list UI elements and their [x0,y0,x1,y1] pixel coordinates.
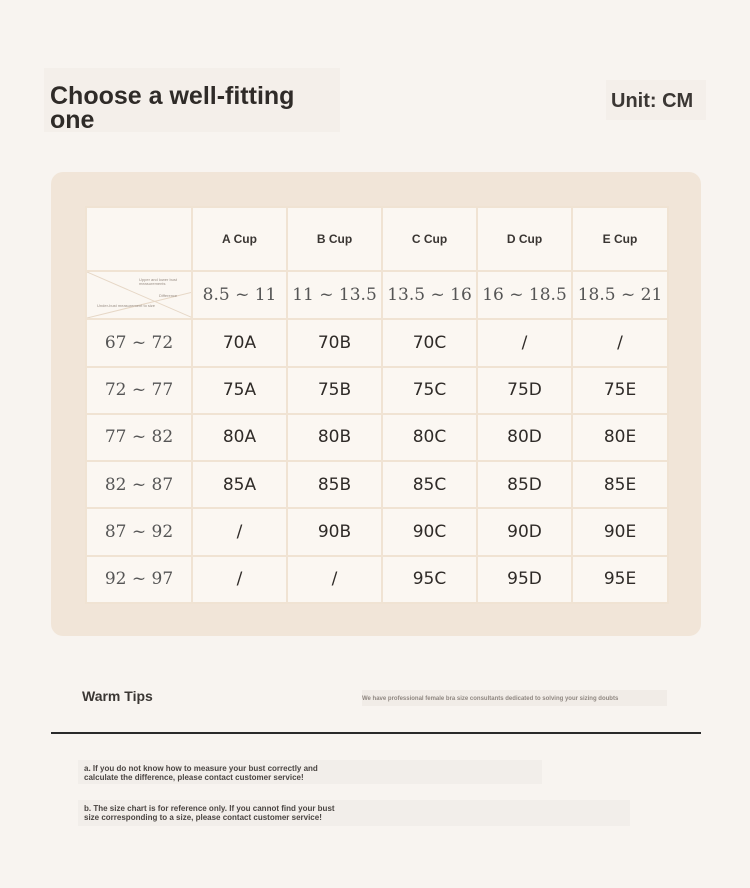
difference-cell: 11 ~ 13.5 [287,271,382,319]
size-cell: / [192,508,287,555]
size-cell: 80B [287,414,382,461]
underbust-range: 77 ~ 82 [86,414,192,461]
size-cell: 90C [382,508,477,555]
size-cell: 85C [382,461,477,508]
size-cell: 85D [477,461,572,508]
difference-cell: 13.5 ~ 16 [382,271,477,319]
size-cell: / [287,556,382,603]
difference-cell: 8.5 ~ 11 [192,271,287,319]
corner-bottom-label: Under-bust measurement to size [97,303,156,308]
tip-a: a. If you do not know how to measure your bust correctly and calculate the difference, please contact customer service! [78,760,542,784]
difference-row [86,271,668,319]
underbust-range: 67 ~ 72 [86,319,192,366]
underbust-range: 82 ~ 87 [86,461,192,508]
column-header: C Cup [382,207,477,271]
size-cell: 80D [477,414,572,461]
table-row [86,556,668,603]
divider [51,732,701,734]
underbust-range: 92 ~ 97 [86,556,192,603]
corner-middle-label: Difference [159,293,178,298]
difference-cell: 18.5 ~ 21 [572,271,668,319]
table-row [86,367,668,414]
size-cell: 80C [382,414,477,461]
consultant-note: We have professional female bra size consultants dedicated to solving your sizing doubts [362,690,667,706]
size-cell: 75C [382,367,477,414]
size-chart-table [85,206,669,604]
size-cell: / [572,319,668,366]
column-header: A Cup [192,207,287,271]
table-row [86,414,668,461]
size-cell: 80E [572,414,668,461]
size-cell: 75A [192,367,287,414]
size-cell: 90E [572,508,668,555]
size-cell: / [477,319,572,366]
size-cell: 95D [477,556,572,603]
warm-tips-heading: Warm Tips [82,688,153,704]
size-cell: 70B [287,319,382,366]
size-cell: 85A [192,461,287,508]
tip-b: b. The size chart is for reference only. If you cannot find your bust size corresponding to a size, please contact customer service! [78,800,630,826]
size-cell: 85E [572,461,668,508]
header-corner [86,207,192,271]
column-header: E Cup [572,207,668,271]
unit-label: Unit: CM [611,90,694,112]
table-row [86,319,668,366]
size-cell: 90D [477,508,572,555]
diagonal-header-cell [86,271,192,319]
size-cell: 80A [192,414,287,461]
size-cell: 95E [572,556,668,603]
size-cell: 85B [287,461,382,508]
size-cell: / [192,556,287,603]
corner-top-label: Upper and lower bust measurements [139,277,178,286]
size-cell: 75E [572,367,668,414]
table-row [86,508,668,555]
size-cell: 90B [287,508,382,555]
column-header: B Cup [287,207,382,271]
size-cell: 95C [382,556,477,603]
size-cell: 75D [477,367,572,414]
underbust-range: 72 ~ 77 [86,367,192,414]
size-cell: 75B [287,367,382,414]
column-header: D Cup [477,207,572,271]
table-row [86,461,668,508]
size-cell: 70C [382,319,477,366]
header-row [86,207,668,271]
page-title: Choose a well-fitting one [50,82,295,134]
size-cell: 70A [192,319,287,366]
difference-cell: 16 ~ 18.5 [477,271,572,319]
underbust-range: 87 ~ 92 [86,508,192,555]
